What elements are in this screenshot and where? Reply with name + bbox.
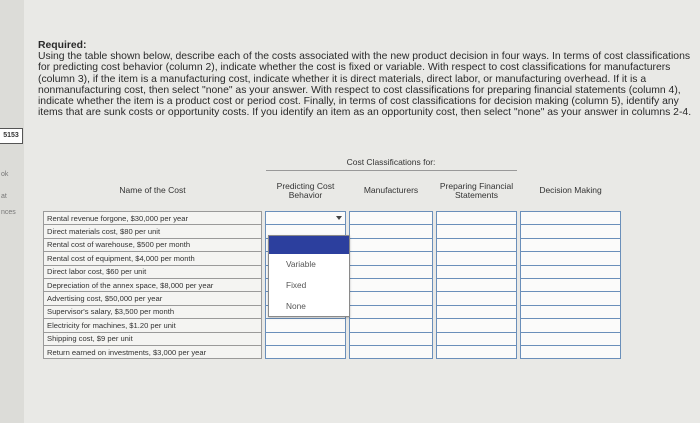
decision-select[interactable] <box>521 345 621 358</box>
manufacturers-select[interactable] <box>350 252 433 265</box>
question-text <box>38 40 692 118</box>
preparing-select[interactable] <box>437 292 517 305</box>
decision-select[interactable] <box>521 278 621 291</box>
cost-name: Rental revenue forgone, $30,000 per year <box>44 212 262 225</box>
decision-select[interactable] <box>521 225 621 238</box>
decision-select[interactable] <box>521 212 621 225</box>
sidebar-fragment: at <box>1 193 7 200</box>
predicting-select[interactable] <box>266 345 346 358</box>
cost-name: Rental cost of warehouse, $500 per month <box>44 238 262 251</box>
cost-name: Return earned on investments, $3,000 per year <box>44 345 262 358</box>
cost-name: Advertising cost, $50,000 per year <box>44 292 262 305</box>
cost-name: Supervisor's salary, $3,500 per month <box>44 305 262 318</box>
preparing-select[interactable] <box>437 238 517 251</box>
preparing-select[interactable] <box>437 345 517 358</box>
sidebar-fragment: nces <box>1 209 16 216</box>
manufacturers-select[interactable] <box>350 305 433 318</box>
predicting-select[interactable] <box>266 332 346 345</box>
group-header: Cost Classifications for: <box>266 156 517 171</box>
col-header-predicting: Predicting Cost Behavior <box>276 180 335 200</box>
col-header-name: Name of the Cost <box>119 185 186 195</box>
preparing-select[interactable] <box>437 265 517 278</box>
preparing-select[interactable] <box>437 212 517 225</box>
table-row <box>44 332 621 345</box>
decision-select[interactable] <box>521 238 621 251</box>
manufacturers-select[interactable] <box>350 319 433 332</box>
cost-behavior-dropdown[interactable] <box>268 235 350 317</box>
manufacturers-select[interactable] <box>350 278 433 291</box>
sidebar-fragment: ok <box>1 171 9 178</box>
points-badge: 5153 <box>0 128 23 144</box>
manufacturers-select[interactable] <box>350 345 433 358</box>
preparing-select[interactable] <box>437 252 517 265</box>
required-heading: Required: <box>38 40 87 51</box>
cost-name: Direct labor cost, $60 per unit <box>44 265 262 278</box>
table-row <box>44 345 621 358</box>
preparing-select[interactable] <box>437 319 517 332</box>
dropdown-option-none[interactable]: None <box>286 301 306 311</box>
decision-select[interactable] <box>521 252 621 265</box>
manufacturers-select[interactable] <box>350 212 433 225</box>
left-sidebar-strip <box>0 0 24 423</box>
dropdown-highlighted-option[interactable] <box>269 236 349 254</box>
manufacturers-select[interactable] <box>350 265 433 278</box>
decision-select[interactable] <box>521 292 621 305</box>
manufacturers-select[interactable] <box>350 238 433 251</box>
preparing-select[interactable] <box>437 225 517 238</box>
table-row <box>44 212 621 225</box>
col-header-decision: Decision Making <box>539 185 602 195</box>
question-body: Using the table shown below, describe each of the costs associated with the new product decision in four ways. In terms of cost classifications for predicting cost behavior (column 2), indicate whether the cost is fixed or variable. With respect to cost classifications for manufacturers (column 3), if the item is a manufacturing cost, indicate whether it is direct materials, direct labor, or manufacturing overhead. If it is a nonmanufacturing cost, then select "none" as your answer. With respect to cost classifications for preparing financial statements (column 4), indicate whether the item is a product cost or period cost. Finally, in terms of cost classifications for decision making (column 5), identify any items that are sunk costs or opportunity costs. If you identify an item as an opportunity cost, then select "none" as your answer in columns 2-4. <box>38 51 692 119</box>
dropdown-option-variable[interactable]: Variable <box>286 259 316 269</box>
col-header-manufacturers: Manufacturers <box>363 185 419 196</box>
col-header-preparing: Preparing Financial Statements <box>439 180 514 200</box>
decision-select[interactable] <box>521 319 621 332</box>
manufacturers-select[interactable] <box>350 332 433 345</box>
cost-name: Direct materials cost, $80 per unit <box>44 225 262 238</box>
manufacturers-select[interactable] <box>350 225 433 238</box>
predicting-select[interactable] <box>266 212 346 225</box>
cost-name: Rental cost of equipment, $4,000 per month <box>44 252 262 265</box>
cost-name: Depreciation of the annex space, $8,000 per year <box>44 278 262 291</box>
decision-select[interactable] <box>521 305 621 318</box>
decision-select[interactable] <box>521 265 621 278</box>
preparing-select[interactable] <box>437 332 517 345</box>
predicting-select[interactable] <box>266 319 346 332</box>
cost-name: Shipping cost, $9 per unit <box>44 332 262 345</box>
dropdown-option-fixed[interactable]: Fixed <box>286 280 307 290</box>
preparing-select[interactable] <box>437 278 517 291</box>
table-row <box>44 319 621 332</box>
cost-name: Electricity for machines, $1.20 per unit <box>44 319 262 332</box>
chevron-down-icon <box>336 216 342 220</box>
manufacturers-select[interactable] <box>350 292 433 305</box>
preparing-select[interactable] <box>437 305 517 318</box>
decision-select[interactable] <box>521 332 621 345</box>
